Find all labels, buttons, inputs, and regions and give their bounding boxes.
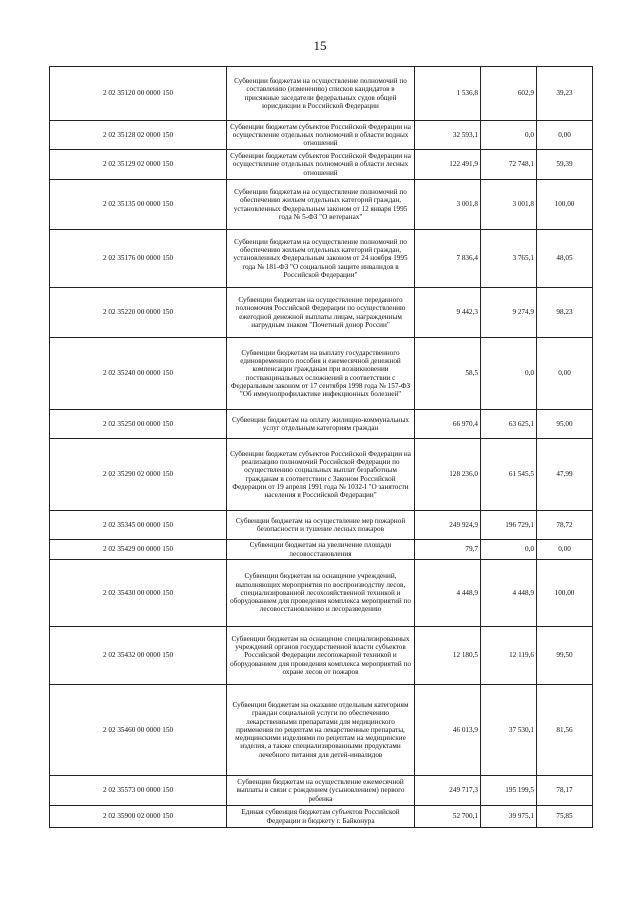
cell-fact: 0,0: [481, 121, 537, 150]
cell-fact: 196 729,1: [481, 511, 537, 540]
cell-description: Субвенции бюджетам на оснащение специализированных учреждений органов государственной власти субъектов Российской Федерации лесопожарной техникой и оборудованием для проведения комплекса мероприятий по охране лесов от пожаров: [227, 627, 415, 685]
cell-description: Субвенции бюджетам на осуществление ежемесячной выплаты в связи с рождением (усыновлением) первого ребенка: [227, 776, 415, 806]
cell-description: Субвенции бюджетам на выплату государственного единовременного пособия и ежемесячной денежной компенсации гражданам при возникновении поствакцинальных осложнений в соответствии с Федеральным законом от 17 сентября 1998 года № 157-ФЗ "Об иммунопрофилактике инфекционных болезней": [227, 338, 415, 410]
cell-description: Субвенции бюджетам субъектов Российской Федерации на осуществление отдельных полномочий в области лесных отношений: [227, 150, 415, 180]
table-row: [50, 685, 593, 776]
cell-percent: 99,50: [537, 627, 593, 685]
cell-percent: 47,99: [537, 439, 593, 511]
cell-fact: 3 001,8: [481, 180, 537, 230]
cell-fact: 39 975,1: [481, 806, 537, 828]
table-row: [50, 288, 593, 338]
table-row: [50, 67, 593, 121]
cell-code: 2 02 35120 00 0000 150: [50, 67, 227, 121]
cell-description: Субвенции бюджетам на увеличение площади лесовосстановления: [227, 540, 415, 560]
cell-percent: 100,00: [537, 180, 593, 230]
cell-description: Единая субвенция бюджетам субъектов Российской Федерации и бюджету г. Байконура: [227, 806, 415, 828]
cell-percent: 98,23: [537, 288, 593, 338]
table-row: [50, 338, 593, 410]
cell-description: Субвенции бюджетам на осуществление переданного полномочия Российской Федерации по осуществлению ежегодной денежной выплаты лицам, награжденным нагрудным знаком "Почетный донор России": [227, 288, 415, 338]
cell-code: 2 02 35128 02 0000 150: [50, 121, 227, 150]
cell-percent: 59,39: [537, 150, 593, 180]
table-body: [50, 67, 593, 828]
cell-plan: 122 491,9: [415, 150, 481, 180]
cell-code: 2 02 35429 00 0000 150: [50, 540, 227, 560]
cell-code: 2 02 35900 02 0000 150: [50, 806, 227, 828]
cell-fact: 72 748,1: [481, 150, 537, 180]
table-row: [50, 230, 593, 288]
cell-percent: 81,56: [537, 685, 593, 776]
cell-percent: 0,00: [537, 540, 593, 560]
cell-plan: 46 013,9: [415, 685, 481, 776]
cell-percent: 75,85: [537, 806, 593, 828]
cell-plan: 12 180,5: [415, 627, 481, 685]
cell-code: 2 02 35250 00 0000 150: [50, 410, 227, 439]
cell-percent: 0,00: [537, 121, 593, 150]
cell-plan: 79,7: [415, 540, 481, 560]
cell-description: Субвенции бюджетам на оплату жилищно-коммунальных услуг отдельным категориям граждан: [227, 410, 415, 439]
cell-plan: 58,5: [415, 338, 481, 410]
page-number: 15: [313, 38, 327, 53]
cell-percent: 0,00: [537, 338, 593, 410]
cell-description: Субвенции бюджетам на осуществление полномочий по обеспечению жильем отдельных категорий граждан, установленных Федеральным законом от 24 ноября 1995 года № 181-ФЗ "О социальной защите инвалидов в Российской Федерации": [227, 230, 415, 288]
cell-fact: 63 625,1: [481, 410, 537, 439]
table-row: [50, 180, 593, 230]
cell-fact: 61 545,5: [481, 439, 537, 511]
cell-plan: 7 836,4: [415, 230, 481, 288]
cell-description: Субвенции бюджетам на оказание отдельным категориям граждан социальной услуги по обеспечению лекарственными препаратами для медицинского применения по рецептам на лекарственные препараты, медицинскими изделиями по рецептам на медицинские изделия, а также специализированными продуктами лечебного питания для детей-инвалидов: [227, 685, 415, 776]
cell-plan: 128 236,0: [415, 439, 481, 511]
cell-percent: 78,17: [537, 776, 593, 806]
cell-description: Субвенции бюджетам на осуществление полномочий по составлению (изменению) списков кандидатов в присяжные заседатели федеральных судов общей юрисдикции в Российской Федерации: [227, 67, 415, 121]
cell-description: Субвенции бюджетам на осуществление мер пожарной безопасности и тушение лесных пожаров: [227, 511, 415, 540]
table-row: [50, 627, 593, 685]
cell-fact: 195 199,5: [481, 776, 537, 806]
cell-plan: 249 924,9: [415, 511, 481, 540]
cell-description: Субвенции бюджетам на осуществление полномочий по обеспечению жильем отдельных категорий граждан, установленных Федеральным законом от 12 января 1995 года № 5-ФЗ "О ветеранах": [227, 180, 415, 230]
budget-table: [49, 66, 593, 828]
cell-code: 2 02 35290 02 0000 150: [50, 439, 227, 511]
table-row: [50, 806, 593, 828]
cell-fact: 12 119,6: [481, 627, 537, 685]
cell-plan: 52 700,1: [415, 806, 481, 828]
table-row: [50, 410, 593, 439]
cell-code: 2 02 35176 00 0000 150: [50, 230, 227, 288]
cell-plan: 249 717,3: [415, 776, 481, 806]
cell-fact: 0,0: [481, 540, 537, 560]
cell-plan: 32 593,1: [415, 121, 481, 150]
cell-percent: 78,72: [537, 511, 593, 540]
cell-description: Субвенции бюджетам субъектов Российской Федерации на реализацию полномочий Российской Федерации по осуществлению социальных выплат безработным гражданам в соответствии с Законом Российской Федерации от 19 апреля 1991 года № 1032-I "О занятости населения в Российской Федерации": [227, 439, 415, 511]
cell-code: 2 02 35135 00 0000 150: [50, 180, 227, 230]
cell-fact: 0,0: [481, 338, 537, 410]
cell-fact: 3 765,1: [481, 230, 537, 288]
cell-code: 2 02 35220 00 0000 150: [50, 288, 227, 338]
cell-code: 2 02 35430 00 0000 150: [50, 560, 227, 627]
cell-plan: 4 448,9: [415, 560, 481, 627]
table-row: [50, 540, 593, 560]
cell-code: 2 02 35573 00 0000 150: [50, 776, 227, 806]
cell-plan: 9 442,3: [415, 288, 481, 338]
cell-description: Субвенции бюджетам субъектов Российской Федерации на осуществление отдельных полномочий в области водных отношений: [227, 121, 415, 150]
cell-plan: 1 536,8: [415, 67, 481, 121]
cell-percent: 100,00: [537, 560, 593, 627]
cell-fact: 602,9: [481, 67, 537, 121]
cell-code: 2 02 35345 00 0000 150: [50, 511, 227, 540]
cell-percent: 39,23: [537, 67, 593, 121]
cell-plan: 66 970,4: [415, 410, 481, 439]
table-row: [50, 439, 593, 511]
cell-fact: 9 274,9: [481, 288, 537, 338]
cell-percent: 48,05: [537, 230, 593, 288]
cell-description: Субвенции бюджетам на оснащение учреждений, выполняющих мероприятия по воспроизводству лесов, специализированной лесохозяйственной техникой и оборудованием для проведения комплекса мероприятий по лесовосстановлению и лесоразведению: [227, 560, 415, 627]
cell-fact: 37 530,1: [481, 685, 537, 776]
cell-percent: 95,00: [537, 410, 593, 439]
cell-plan: 3 001,8: [415, 180, 481, 230]
cell-code: 2 02 35129 02 0000 150: [50, 150, 227, 180]
cell-fact: 4 448,9: [481, 560, 537, 627]
cell-code: 2 02 35432 00 0000 150: [50, 627, 227, 685]
table-row: [50, 511, 593, 540]
cell-code: 2 02 35460 00 0000 150: [50, 685, 227, 776]
cell-code: 2 02 35240 00 0000 150: [50, 338, 227, 410]
table-row: [50, 121, 593, 150]
table-row: [50, 150, 593, 180]
table-row: [50, 560, 593, 627]
table-row: [50, 776, 593, 806]
